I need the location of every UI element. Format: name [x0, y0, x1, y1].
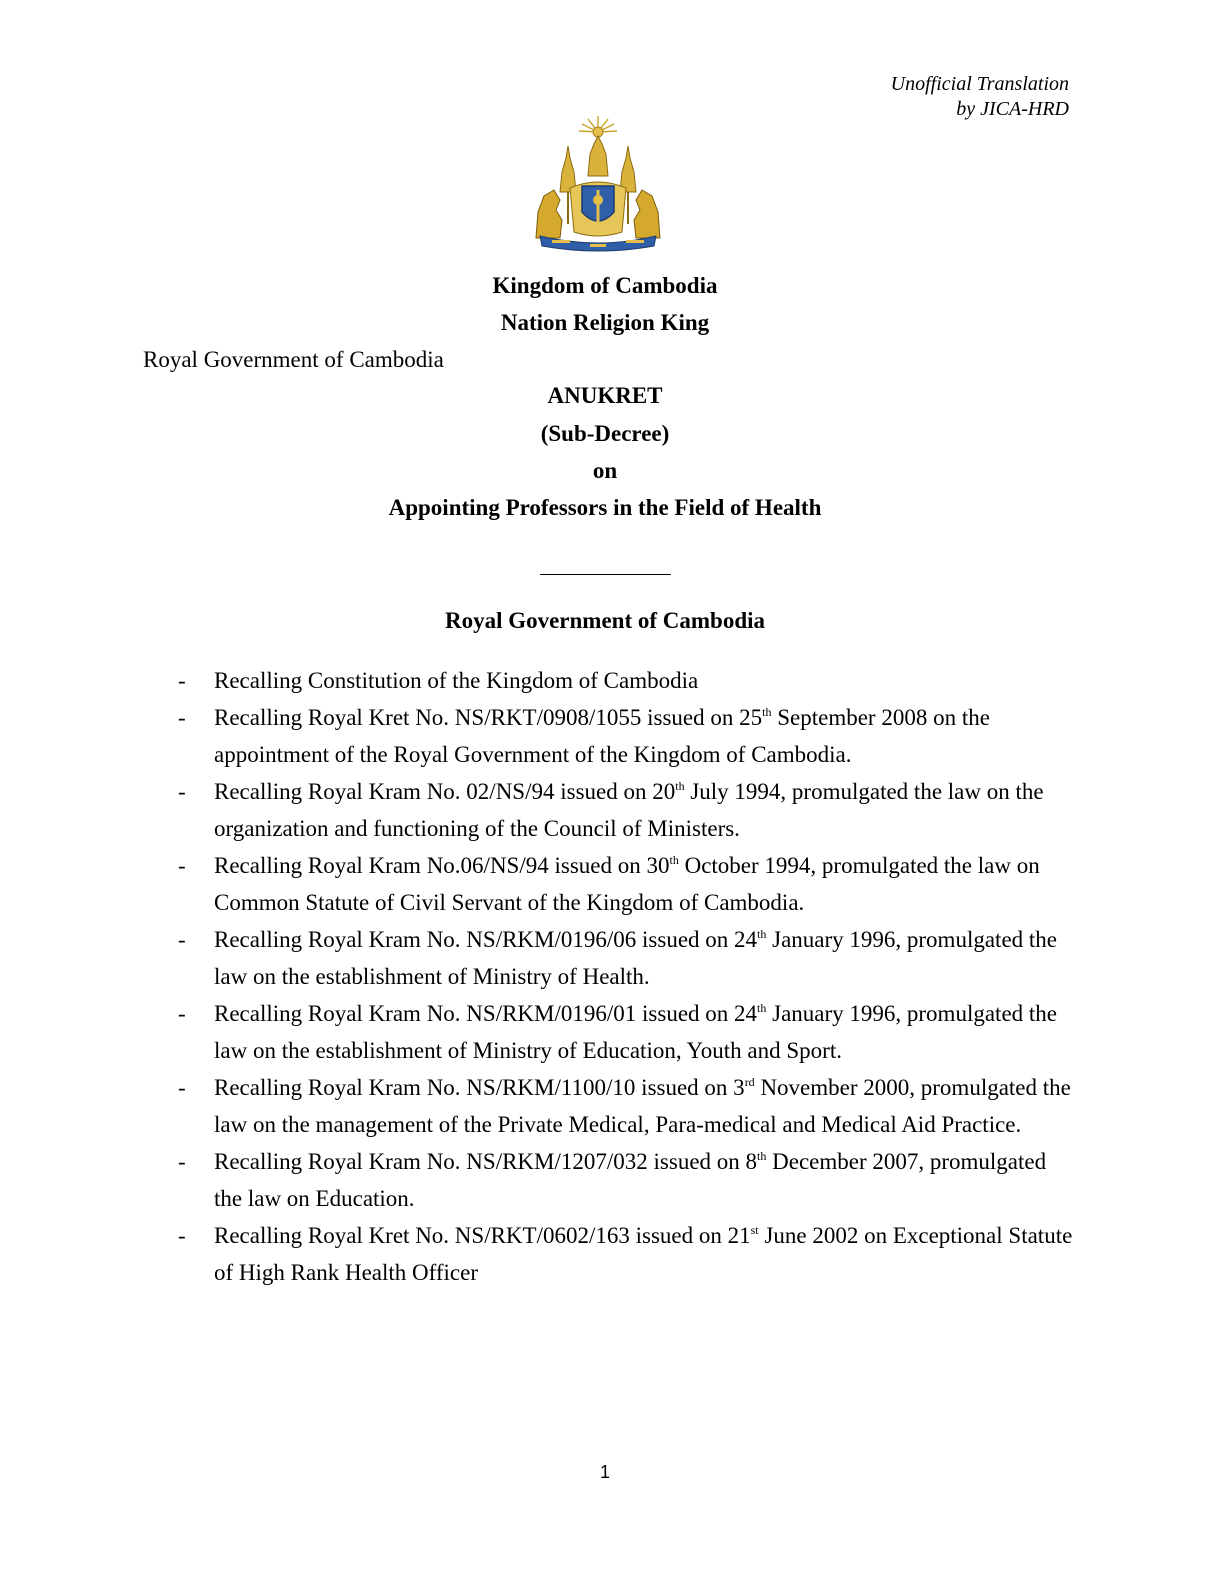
recital-text: Recalling Royal Kram No. 02/NS/94 issued on 20 [214, 779, 676, 804]
issuer-heading: Royal Government of Cambodia [444, 608, 766, 633]
recital-text: Recalling Royal Kret No. NS/RKT/0908/1055 issued on 25 [214, 705, 763, 730]
on-heading: on [592, 458, 618, 483]
document-type-english: (Sub-Decree) [540, 421, 670, 446]
recital-text-rest: January 1996, promulgated the law on the establishment of Ministry of Education, Youth and Sport. [214, 1001, 1057, 1063]
recital-text: Recalling Royal Kram No. NS/RKM/0196/01 issued on 24 [214, 1001, 758, 1026]
recital-ordinal: th [757, 1149, 767, 1163]
list-dash: - [178, 1001, 186, 1026]
list-dash: - [178, 1223, 186, 1248]
list-item [178, 662, 1078, 699]
document-type-heading: ANUKRET [547, 383, 663, 408]
recital-text-rest: September 2008 on the appointment of the Royal Government of the Kingdom of Cambodia. [214, 705, 990, 767]
motto-heading: Nation Religion King [500, 310, 710, 335]
government-line: Royal Government of Cambodia [143, 347, 444, 372]
list-item [178, 1143, 1078, 1217]
list-item [178, 1069, 1078, 1143]
separator-line [540, 574, 671, 575]
recital-text: Recalling Royal Kram No. NS/RKM/1100/10 issued on 3 [214, 1075, 745, 1100]
recital-text-rest: December 2007, promulgated the law on Education. [214, 1149, 1047, 1211]
recital-ordinal: rd [744, 1075, 755, 1089]
list-item [178, 699, 1078, 773]
recital-ordinal: th [757, 1001, 767, 1015]
list-dash: - [178, 705, 186, 730]
recitals-list [178, 662, 1078, 1291]
recital-text-rest: October 1994, promulgated the law on Common Statute of Civil Servant of the Kingdom of Cambodia. [214, 853, 1040, 915]
list-dash: - [178, 779, 186, 804]
recital-ordinal: th [675, 779, 685, 793]
recital-text-rest: November 2000, promulgated the law on the management of the Private Medical, Para-medical and Medical Aid Practice. [214, 1075, 1071, 1137]
recital-ordinal: st [750, 1223, 759, 1237]
list-dash: - [178, 1149, 186, 1174]
list-dash: - [178, 668, 186, 693]
recital-text-rest: July 1994, promulgated the law on the organization and functioning of the Council of Ministers. [214, 779, 1044, 841]
recital-text: Recalling Royal Kram No.06/NS/94 issued on 30 [214, 853, 670, 878]
kingdom-heading: Kingdom of Cambodia [492, 273, 718, 298]
subject-heading: Appointing Professors in the Field of Health [388, 495, 822, 520]
list-dash: - [178, 927, 186, 952]
recital-text: Recalling Constitution of the Kingdom of Cambodia [214, 668, 699, 693]
recital-ordinal: th [757, 927, 767, 941]
recital-text: Recalling Royal Kram No. NS/RKM/1207/032 issued on 8 [214, 1149, 758, 1174]
recital-text: Recalling Royal Kram No. NS/RKM/0196/06 issued on 24 [214, 927, 758, 952]
recital-ordinal: th [762, 705, 772, 719]
recital-text: Recalling Royal Kret No. NS/RKT/0602/163 issued on 21 [214, 1223, 751, 1248]
list-item [178, 1217, 1078, 1291]
recital-text-rest: January 1996, promulgated the law on the establishment of Ministry of Health. [214, 927, 1057, 989]
translation-note [891, 72, 1069, 122]
list-item [178, 773, 1078, 847]
royal-arms-of-cambodia-icon [530, 114, 666, 254]
translation-note-line1: Unofficial Translation [890, 73, 1069, 95]
list-item [178, 921, 1078, 995]
list-item [178, 847, 1078, 921]
recital-ordinal: th [669, 853, 679, 867]
recital-text-rest: June 2002 on Exceptional Statute of High Rank Health Officer [214, 1223, 1073, 1285]
translation-note-line2: by JICA-HRD [956, 98, 1069, 120]
list-dash: - [178, 1075, 186, 1100]
list-item [178, 995, 1078, 1069]
list-dash: - [178, 853, 186, 878]
page-number: 1 [599, 1462, 610, 1482]
